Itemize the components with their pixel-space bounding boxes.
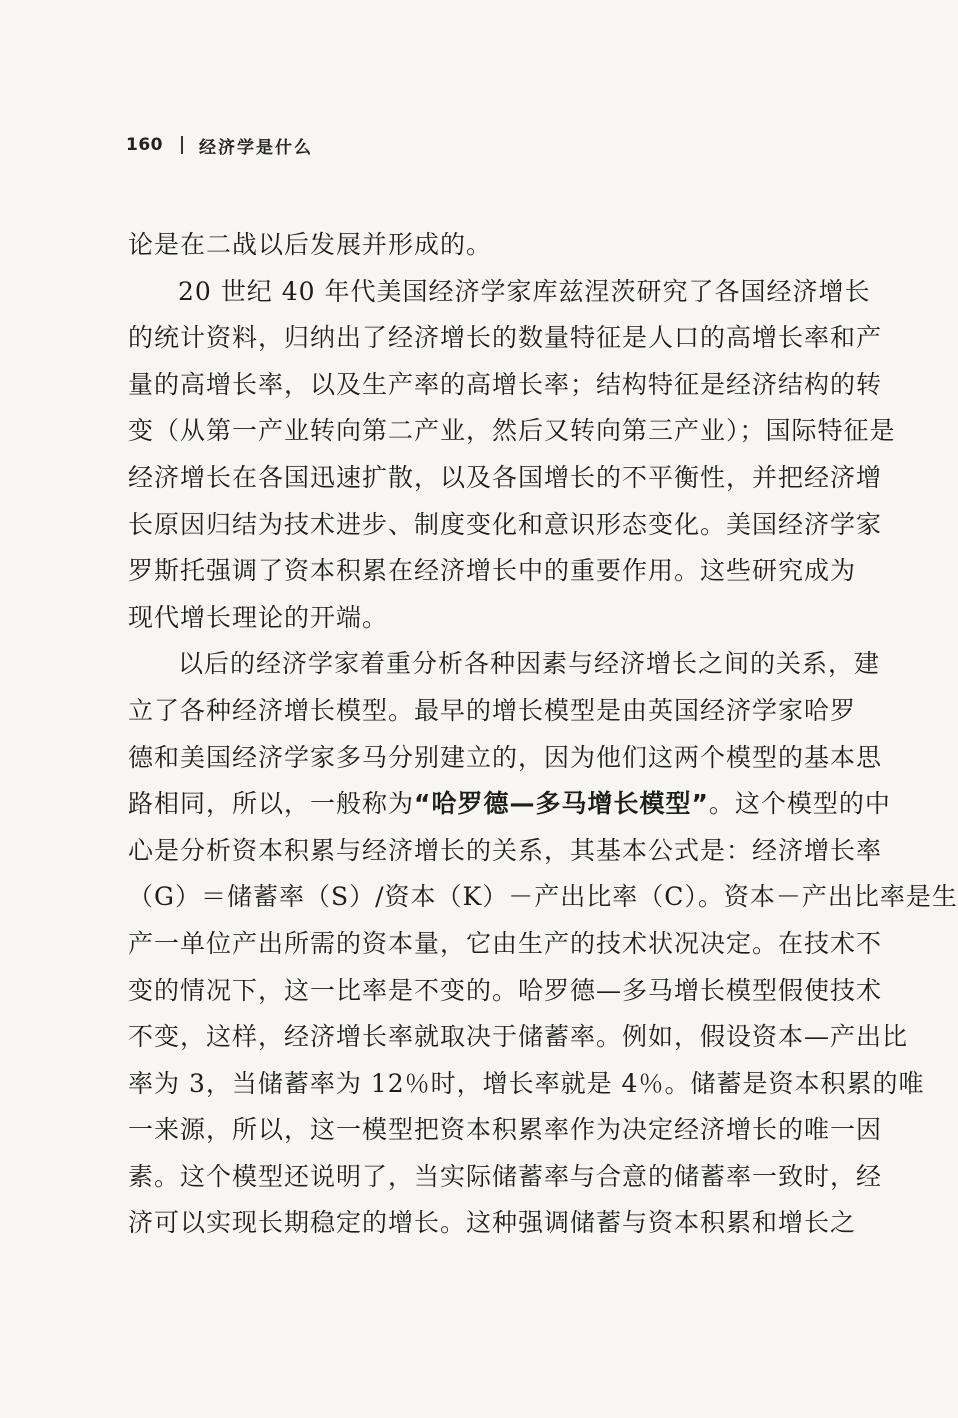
- text-line: 素。这个模型还说明了，当实际储蓄率与合意的储蓄率一致时，经: [128, 1161, 883, 1191]
- body-text: [128, 222, 958, 1247]
- text-line: 立了各种经济增长模型。最早的增长模型是由英国经济学家哈罗: [128, 695, 857, 725]
- text-line: 心是分析资本积累与经济增长的关系，其基本公式是：经济增长率: [128, 835, 883, 865]
- emphasized-term: “哈罗德—多马增长模型”: [414, 789, 709, 819]
- text-line: （G）＝储蓄率（S）/资本（K）－产出比率（C）。资本－产出比率是生: [128, 882, 958, 912]
- text-line: 变的情况下，这一比率是不变的。哈罗德—多马增长模型假使技术: [128, 975, 883, 1005]
- text-segment: 。这个模型的中: [708, 789, 891, 819]
- text-line-with-emphasis: [128, 781, 891, 828]
- text-line: 以后的经济学家着重分析各种因素与经济增长之间的关系，建: [178, 649, 881, 679]
- text-line: 经济增长在各国迅速扩散，以及各国增长的不平衡性，并把经济增: [128, 462, 883, 492]
- text-line: 产一单位产出所需的资本量，它由生产的技术状况决定。在技术不: [128, 928, 883, 958]
- running-title: 经济学是什么: [199, 137, 313, 158]
- text-segment: 路相同，所以，一般称为: [128, 789, 415, 819]
- page-number: 160: [126, 135, 163, 155]
- text-line: 的统计资料，归纳出了经济增长的数量特征是人口的高增长率和产: [128, 323, 883, 353]
- text-line: 量的高增长率，以及生产率的高增长率；结构特征是经济结构的转: [128, 369, 883, 399]
- text-line: 济可以实现长期稳定的增长。这种强调储蓄与资本积累和增长之: [128, 1208, 857, 1238]
- text-line: 变（从第一产业转向第二产业，然后又转向第三产业）；国际特征是: [128, 416, 896, 446]
- text-line: 20 世纪 40 年代美国经济学家库兹涅茨研究了各国经济增长: [178, 276, 871, 306]
- text-line: 论是在二战以后发展并形成的。: [128, 230, 493, 259]
- text-line: 罗斯托强调了资本积累在经济增长中的重要作用。这些研究成为: [128, 556, 857, 586]
- text-line: 长原因归结为技术进步、制度变化和意识形态变化。美国经济学家: [128, 509, 883, 539]
- header-divider: [181, 136, 183, 154]
- page-header: [126, 130, 313, 160]
- text-line: 不变，这样，经济增长率就取决于储蓄率。例如，假设资本—产出比: [128, 1022, 909, 1052]
- text-line: 率为 3，当储蓄率为 12％时，增长率就是 4％。储蓄是资本积累的唯: [128, 1068, 925, 1098]
- text-line: 德和美国经济学家多马分别建立的，因为他们这两个模型的基本思: [128, 742, 883, 772]
- text-line: 现代增长理论的开端。: [128, 602, 389, 632]
- text-line: 一来源，所以，这一模型把资本积累率作为决定经济增长的唯一因: [128, 1115, 883, 1145]
